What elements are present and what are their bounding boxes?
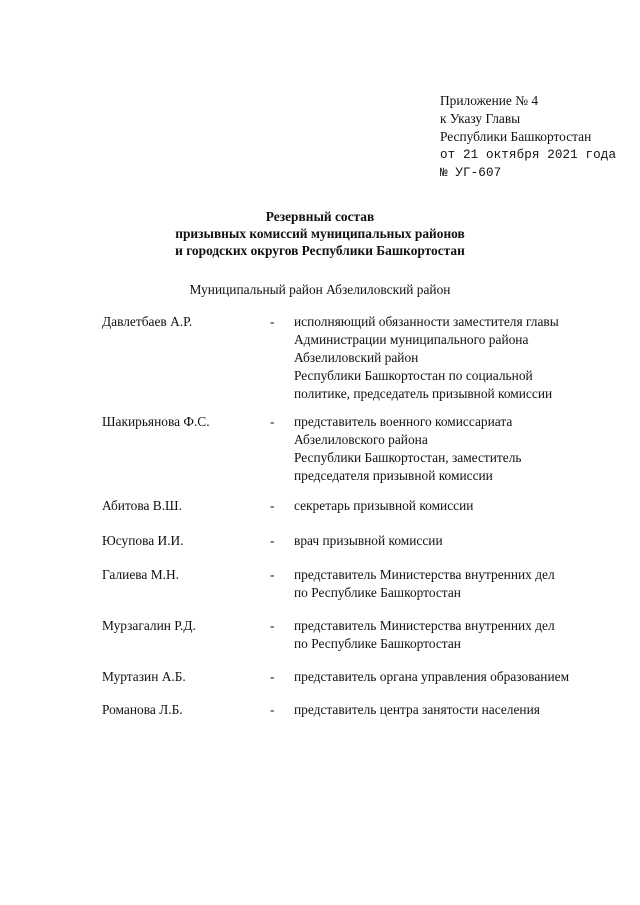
role-line: Республики Башкортостан по социальной (294, 368, 533, 383)
appendix-decree-number: № УГ-607 (440, 166, 502, 180)
role-line: Администрации муниципального района (294, 332, 529, 347)
member-dash: - (270, 702, 275, 717)
role-line: Абзелиловский район (294, 350, 419, 365)
role-line: представитель военного комиссариата (294, 414, 513, 429)
member-role (294, 313, 629, 403)
appendix-decree-ref: к Указу Главы (440, 111, 521, 126)
role-line: секретарь призывной комиссии (294, 498, 474, 513)
member-name: Муртазин А.Б. (102, 669, 186, 684)
role-line: представитель Министерства внутренних дел (294, 567, 555, 582)
appendix-republic: Республики Башкортостан (440, 129, 592, 144)
member-name: Галиева М.Н. (102, 567, 179, 582)
member-name: Романова Л.Б. (102, 702, 183, 717)
member-dash: - (270, 669, 275, 684)
member-dash: - (270, 498, 275, 513)
role-line: представитель органа управления образованием (294, 669, 570, 684)
member-name: Шакирьянова Ф.С. (102, 414, 210, 429)
member-dash: - (270, 533, 275, 548)
member-role (294, 413, 629, 485)
role-line: представитель Министерства внутренних дел (294, 618, 555, 633)
member-dash: - (270, 618, 275, 633)
appendix-number: Приложение № 4 (440, 93, 539, 108)
member-role (294, 617, 629, 653)
member-name: Мурзагалин Р.Д. (102, 618, 196, 633)
member-role (294, 497, 629, 515)
role-line: Абзелиловского района (294, 432, 428, 447)
title-line-2: призывных комиссий муниципальных районов (175, 226, 465, 241)
title-line-3: и городских округов Республики Башкортостан (175, 243, 465, 258)
district-heading: Муниципальный район Абзелиловский район (189, 282, 451, 297)
member-dash: - (270, 314, 275, 329)
appendix-date: от 21 октября 2021 года (440, 148, 617, 162)
role-line: председателя призывной комиссии (294, 468, 493, 483)
title-line-1: Резервный состав (265, 209, 375, 224)
role-line: по Республике Башкортостан (294, 636, 461, 651)
role-line: политике, председатель призывной комиссии (294, 386, 553, 401)
role-line: представитель центра занятости населения (294, 702, 540, 717)
member-name: Абитова В.Ш. (102, 498, 182, 513)
member-name: Давлетбаев А.Р. (102, 314, 193, 329)
member-role (294, 566, 629, 602)
role-line: по Республике Башкортостан (294, 585, 461, 600)
member-dash: - (270, 414, 275, 429)
role-line: Республики Башкортостан, заместитель (294, 450, 522, 465)
member-role (294, 532, 629, 550)
member-role (294, 668, 629, 686)
member-name: Юсупова И.И. (102, 533, 184, 548)
role-line: врач призывной комиссии (294, 533, 443, 548)
member-role (294, 701, 629, 719)
role-line: исполняющий обязанности заместителя главы (294, 314, 559, 329)
member-dash: - (270, 567, 275, 582)
